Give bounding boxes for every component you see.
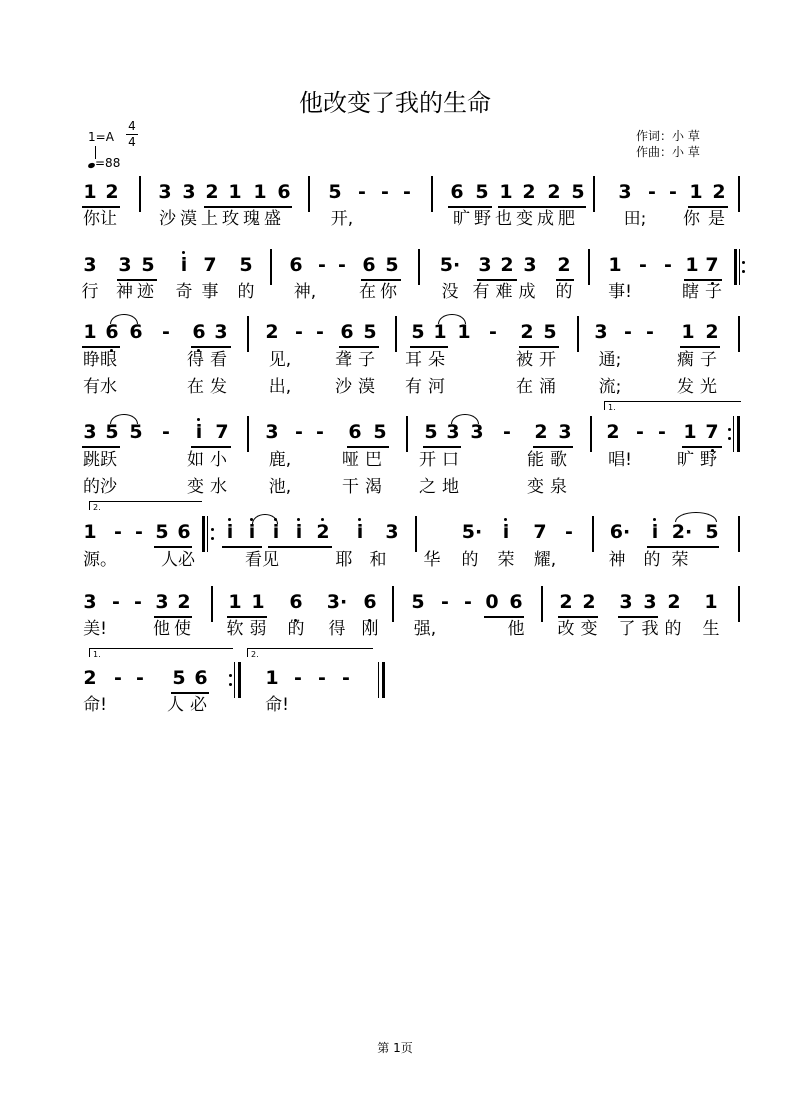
note: 5: [411, 591, 425, 613]
note: 1: [83, 321, 97, 343]
note: -: [403, 181, 411, 203]
lyrics-row-7: [80, 690, 740, 715]
note: 1: [608, 254, 622, 276]
page-title: 他改变了我的生命: [299, 89, 491, 117]
lyric: 华: [423, 550, 441, 570]
note: 6: [177, 521, 191, 543]
note: 5: [543, 321, 557, 343]
note: 2: [520, 321, 534, 343]
note: 3: [182, 181, 196, 203]
lyric: 有水: [83, 377, 117, 397]
note: 3·: [326, 591, 348, 613]
lyric: 唱!: [608, 450, 632, 470]
note: 5: [373, 421, 387, 443]
note: i: [356, 521, 364, 543]
note: 2: [105, 181, 119, 203]
note: 2: [557, 254, 571, 276]
note: -: [636, 421, 644, 443]
note: 6·: [609, 521, 631, 543]
note: 1: [251, 591, 265, 613]
lyric: 旷野也变成肥: [453, 209, 579, 229]
note: -: [503, 421, 511, 443]
note: -: [358, 181, 366, 203]
lyric: 变: [580, 619, 598, 639]
note: -: [639, 254, 647, 276]
note: -: [114, 667, 122, 689]
lyric: 沙漠上玫瑰盛: [159, 209, 285, 229]
note: 3: [594, 321, 608, 343]
note: 7: [705, 421, 719, 443]
note: -: [134, 591, 142, 613]
note: -: [669, 181, 677, 203]
note: 2: [522, 181, 536, 203]
note: 5: [411, 321, 425, 343]
lyric: 他: [507, 619, 525, 639]
lyric: 耀,: [533, 550, 557, 570]
lyric: 得看: [187, 350, 233, 370]
tie: [438, 314, 466, 324]
note: 5: [172, 667, 186, 689]
note: 5: [239, 254, 253, 276]
lyric: 生: [702, 619, 720, 639]
lyric: 了我的: [618, 619, 688, 639]
note: 2: [559, 591, 573, 613]
note: 3: [83, 591, 97, 613]
note: -: [135, 521, 143, 543]
note: 3: [478, 254, 492, 276]
note: -: [624, 321, 632, 343]
lyric: 变水: [187, 477, 233, 497]
lyric: 改: [557, 619, 575, 639]
lyric: 的沙: [83, 477, 117, 497]
composer-credit: 作曲：小 草: [636, 145, 700, 159]
lyric: 发光: [677, 377, 723, 397]
lyrics-row-5: [80, 545, 740, 570]
tie: [675, 512, 717, 522]
lyric: 田;: [623, 209, 647, 229]
note: 1: [457, 321, 471, 343]
lyric: 美!: [83, 619, 107, 639]
lyric: 池,: [268, 477, 292, 497]
note: 2: [582, 591, 596, 613]
lyric: 奇: [175, 282, 193, 302]
note: i: [226, 521, 234, 543]
note: 6: [129, 321, 143, 343]
note: 1: [433, 321, 447, 343]
tie: [451, 414, 479, 424]
note: -: [114, 521, 122, 543]
lyric: 软: [226, 619, 244, 639]
volta-1-row4: [604, 401, 741, 410]
note: 2: [606, 421, 620, 443]
lyric: 鹿,: [268, 450, 292, 470]
repeat-dots: [728, 422, 732, 446]
lyric: 沙漠: [335, 377, 381, 397]
note: 1: [265, 667, 279, 689]
tie: [110, 414, 138, 424]
lyricist-credit: 作词：小 草: [636, 129, 700, 143]
lyric: 命!: [83, 695, 107, 715]
note: 1: [228, 181, 242, 203]
note: 1: [499, 181, 513, 203]
volta-1-row7: [89, 648, 233, 657]
note: 2: [177, 591, 191, 613]
lyric: 的: [643, 550, 661, 570]
note: 2: [712, 181, 726, 203]
note: 6: [194, 667, 208, 689]
lyric: 开口: [419, 450, 465, 470]
note: 2: [83, 667, 97, 689]
note: -: [316, 321, 324, 343]
note: 6: [509, 591, 523, 613]
note: -: [664, 254, 672, 276]
lyric: 事!: [608, 282, 632, 302]
note: -: [338, 254, 346, 276]
note: -: [658, 421, 666, 443]
note: i: [272, 521, 280, 543]
lyric: 行: [81, 282, 99, 302]
note: -: [295, 321, 303, 343]
note: 3: [618, 181, 632, 203]
lyric: 跳跃: [83, 450, 117, 470]
note: -: [648, 181, 656, 203]
note: 1: [228, 591, 242, 613]
lyric: 命!: [265, 695, 289, 715]
note: 3: [558, 421, 572, 443]
note: 5: [424, 421, 438, 443]
lyric: 荣: [671, 550, 689, 570]
lyric: 事: [201, 282, 219, 302]
note: 5: [328, 181, 342, 203]
lyric: 耶: [335, 550, 353, 570]
lyrics-row-2: [80, 277, 740, 302]
lyric: 干渴: [342, 477, 388, 497]
lyric: 哑巴: [342, 450, 388, 470]
note: 5: [705, 521, 719, 543]
note: i: [180, 254, 188, 276]
lyric: 人必: [167, 695, 213, 715]
lyric: 源。: [83, 550, 117, 570]
note: 2·: [671, 521, 693, 543]
note: 2: [316, 521, 330, 543]
note: 3: [83, 421, 97, 443]
lyric: 有难成: [472, 282, 542, 302]
note: -: [136, 667, 144, 689]
note: 1: [253, 181, 267, 203]
note: 1: [83, 521, 97, 543]
meter-bottom: 4: [128, 135, 136, 149]
note: 6: [363, 591, 377, 613]
note: 2: [500, 254, 514, 276]
note: 1: [83, 181, 97, 203]
note: -: [162, 421, 170, 443]
note: 7: [215, 421, 229, 443]
note: 1: [683, 421, 697, 443]
note: 1: [704, 591, 718, 613]
repeat-dots: [229, 668, 233, 692]
lyric: 的: [287, 619, 305, 639]
note: 6: [289, 591, 303, 613]
lyric: 神迹: [116, 282, 158, 302]
note: -: [489, 321, 497, 343]
note: 3: [83, 254, 97, 276]
lyrics-row-1: [80, 204, 740, 229]
note: 5: [141, 254, 155, 276]
key-signature: 1=A: [88, 130, 114, 144]
lyric: 聋子: [335, 350, 381, 370]
note: 6: [348, 421, 362, 443]
lyric: 通;: [598, 350, 622, 370]
note: -: [646, 321, 654, 343]
note: 5: [385, 254, 399, 276]
note: 6: [362, 254, 376, 276]
lyric: 开,: [330, 209, 354, 229]
note: 2: [667, 591, 681, 613]
note: 7: [533, 521, 547, 543]
note: -: [162, 321, 170, 343]
repeat-dots: [742, 255, 746, 279]
lyric: 有河: [405, 377, 451, 397]
lyrics-row-6: [80, 614, 740, 639]
note: 5: [155, 521, 169, 543]
volta-label: 2.: [251, 650, 259, 659]
note: i: [248, 521, 256, 543]
note: 2: [547, 181, 561, 203]
lyric: 人必: [161, 550, 195, 570]
volta-label: 2.: [93, 503, 101, 512]
lyric: 在你: [359, 282, 401, 302]
lyric: 如小: [187, 450, 233, 470]
note: i: [195, 421, 203, 443]
lyric: 在发: [187, 377, 233, 397]
lyric: 刚: [361, 619, 379, 639]
lyric: 瘸子: [677, 350, 723, 370]
lyric: 旷野: [677, 450, 723, 470]
note: 1: [681, 321, 695, 343]
lyrics-row-3b: [80, 372, 740, 397]
note: 7: [705, 254, 719, 276]
repeat-dots: [211, 522, 215, 546]
note: -: [565, 521, 573, 543]
lyric: 睁眼: [83, 350, 117, 370]
note: 2: [534, 421, 548, 443]
credits: [636, 128, 700, 160]
note: 6: [277, 181, 291, 203]
volta-2-row5: [89, 501, 202, 510]
page-footer: 第 1页: [377, 1041, 413, 1055]
note: i: [651, 521, 659, 543]
lyric: 出,: [268, 377, 292, 397]
lyrics-row-4a: [80, 445, 740, 470]
volta-label: 1.: [93, 650, 101, 659]
tie: [110, 314, 138, 324]
note: -: [318, 667, 326, 689]
note: i: [295, 521, 303, 543]
note: 3: [619, 591, 633, 613]
lyric: 看见: [245, 550, 279, 570]
note: -: [294, 667, 302, 689]
lyric: 的: [461, 550, 479, 570]
note: 3: [158, 181, 172, 203]
lyric: 没: [441, 282, 459, 302]
note: 1: [685, 254, 699, 276]
lyric: 你让: [83, 209, 117, 229]
note: -: [464, 591, 472, 613]
note: 1: [689, 181, 703, 203]
lyric: 弱: [249, 619, 267, 639]
note: 2: [265, 321, 279, 343]
lyric: 流;: [598, 377, 622, 397]
lyric: 变泉: [527, 477, 573, 497]
note: 3: [643, 591, 657, 613]
note: 5: [475, 181, 489, 203]
lyric: 在涌: [516, 377, 562, 397]
time-signature: [126, 120, 138, 149]
lyric: 的: [555, 282, 573, 302]
lyric: 神: [608, 550, 626, 570]
lyric: 荣: [497, 550, 515, 570]
lyric: 耳朵: [405, 350, 451, 370]
lyric: 得: [328, 619, 346, 639]
note: 2: [205, 181, 219, 203]
note: 3: [470, 421, 484, 443]
note: -: [318, 254, 326, 276]
note: 5: [129, 421, 143, 443]
note: 3: [118, 254, 132, 276]
lyric: 神,: [293, 282, 317, 302]
lyric: 之地: [419, 477, 465, 497]
note: 5: [105, 421, 119, 443]
note: 6: [105, 321, 119, 343]
meter-top: 4: [128, 119, 136, 133]
note: -: [112, 591, 120, 613]
lyric: 能歌: [527, 450, 573, 470]
note: -: [381, 181, 389, 203]
lyric: 见,: [268, 350, 292, 370]
note: 3: [385, 521, 399, 543]
note: 3: [214, 321, 228, 343]
note: 5·: [439, 254, 461, 276]
lyrics-row-3a: [80, 345, 740, 370]
note: -: [295, 421, 303, 443]
note: 7: [203, 254, 217, 276]
lyric: 你是: [683, 209, 733, 229]
lyric: 和: [369, 550, 387, 570]
note: -: [342, 667, 350, 689]
note: 6: [192, 321, 206, 343]
volta-label: 1.: [608, 403, 616, 412]
note: 5·: [461, 521, 483, 543]
note: 5: [363, 321, 377, 343]
note: 3: [155, 591, 169, 613]
note: -: [441, 591, 449, 613]
lyrics-row-4b: [80, 472, 740, 497]
lyric: 的: [237, 282, 255, 302]
lyric: 瞎子: [682, 282, 728, 302]
tie: [252, 514, 278, 524]
note: 3: [265, 421, 279, 443]
note: 2: [705, 321, 719, 343]
lyric: 强,: [413, 619, 437, 639]
note: 0: [485, 591, 499, 613]
note: 5: [571, 181, 585, 203]
note: 6: [340, 321, 354, 343]
note: i: [502, 521, 510, 543]
tempo-marking: =88: [95, 156, 121, 170]
note: 6: [289, 254, 303, 276]
volta-2-row7: [247, 648, 373, 657]
lyric: 他使: [153, 619, 195, 639]
lyric: 被开: [516, 350, 562, 370]
note: 3: [523, 254, 537, 276]
note: -: [316, 421, 324, 443]
note: 3: [446, 421, 460, 443]
note: 6: [450, 181, 464, 203]
